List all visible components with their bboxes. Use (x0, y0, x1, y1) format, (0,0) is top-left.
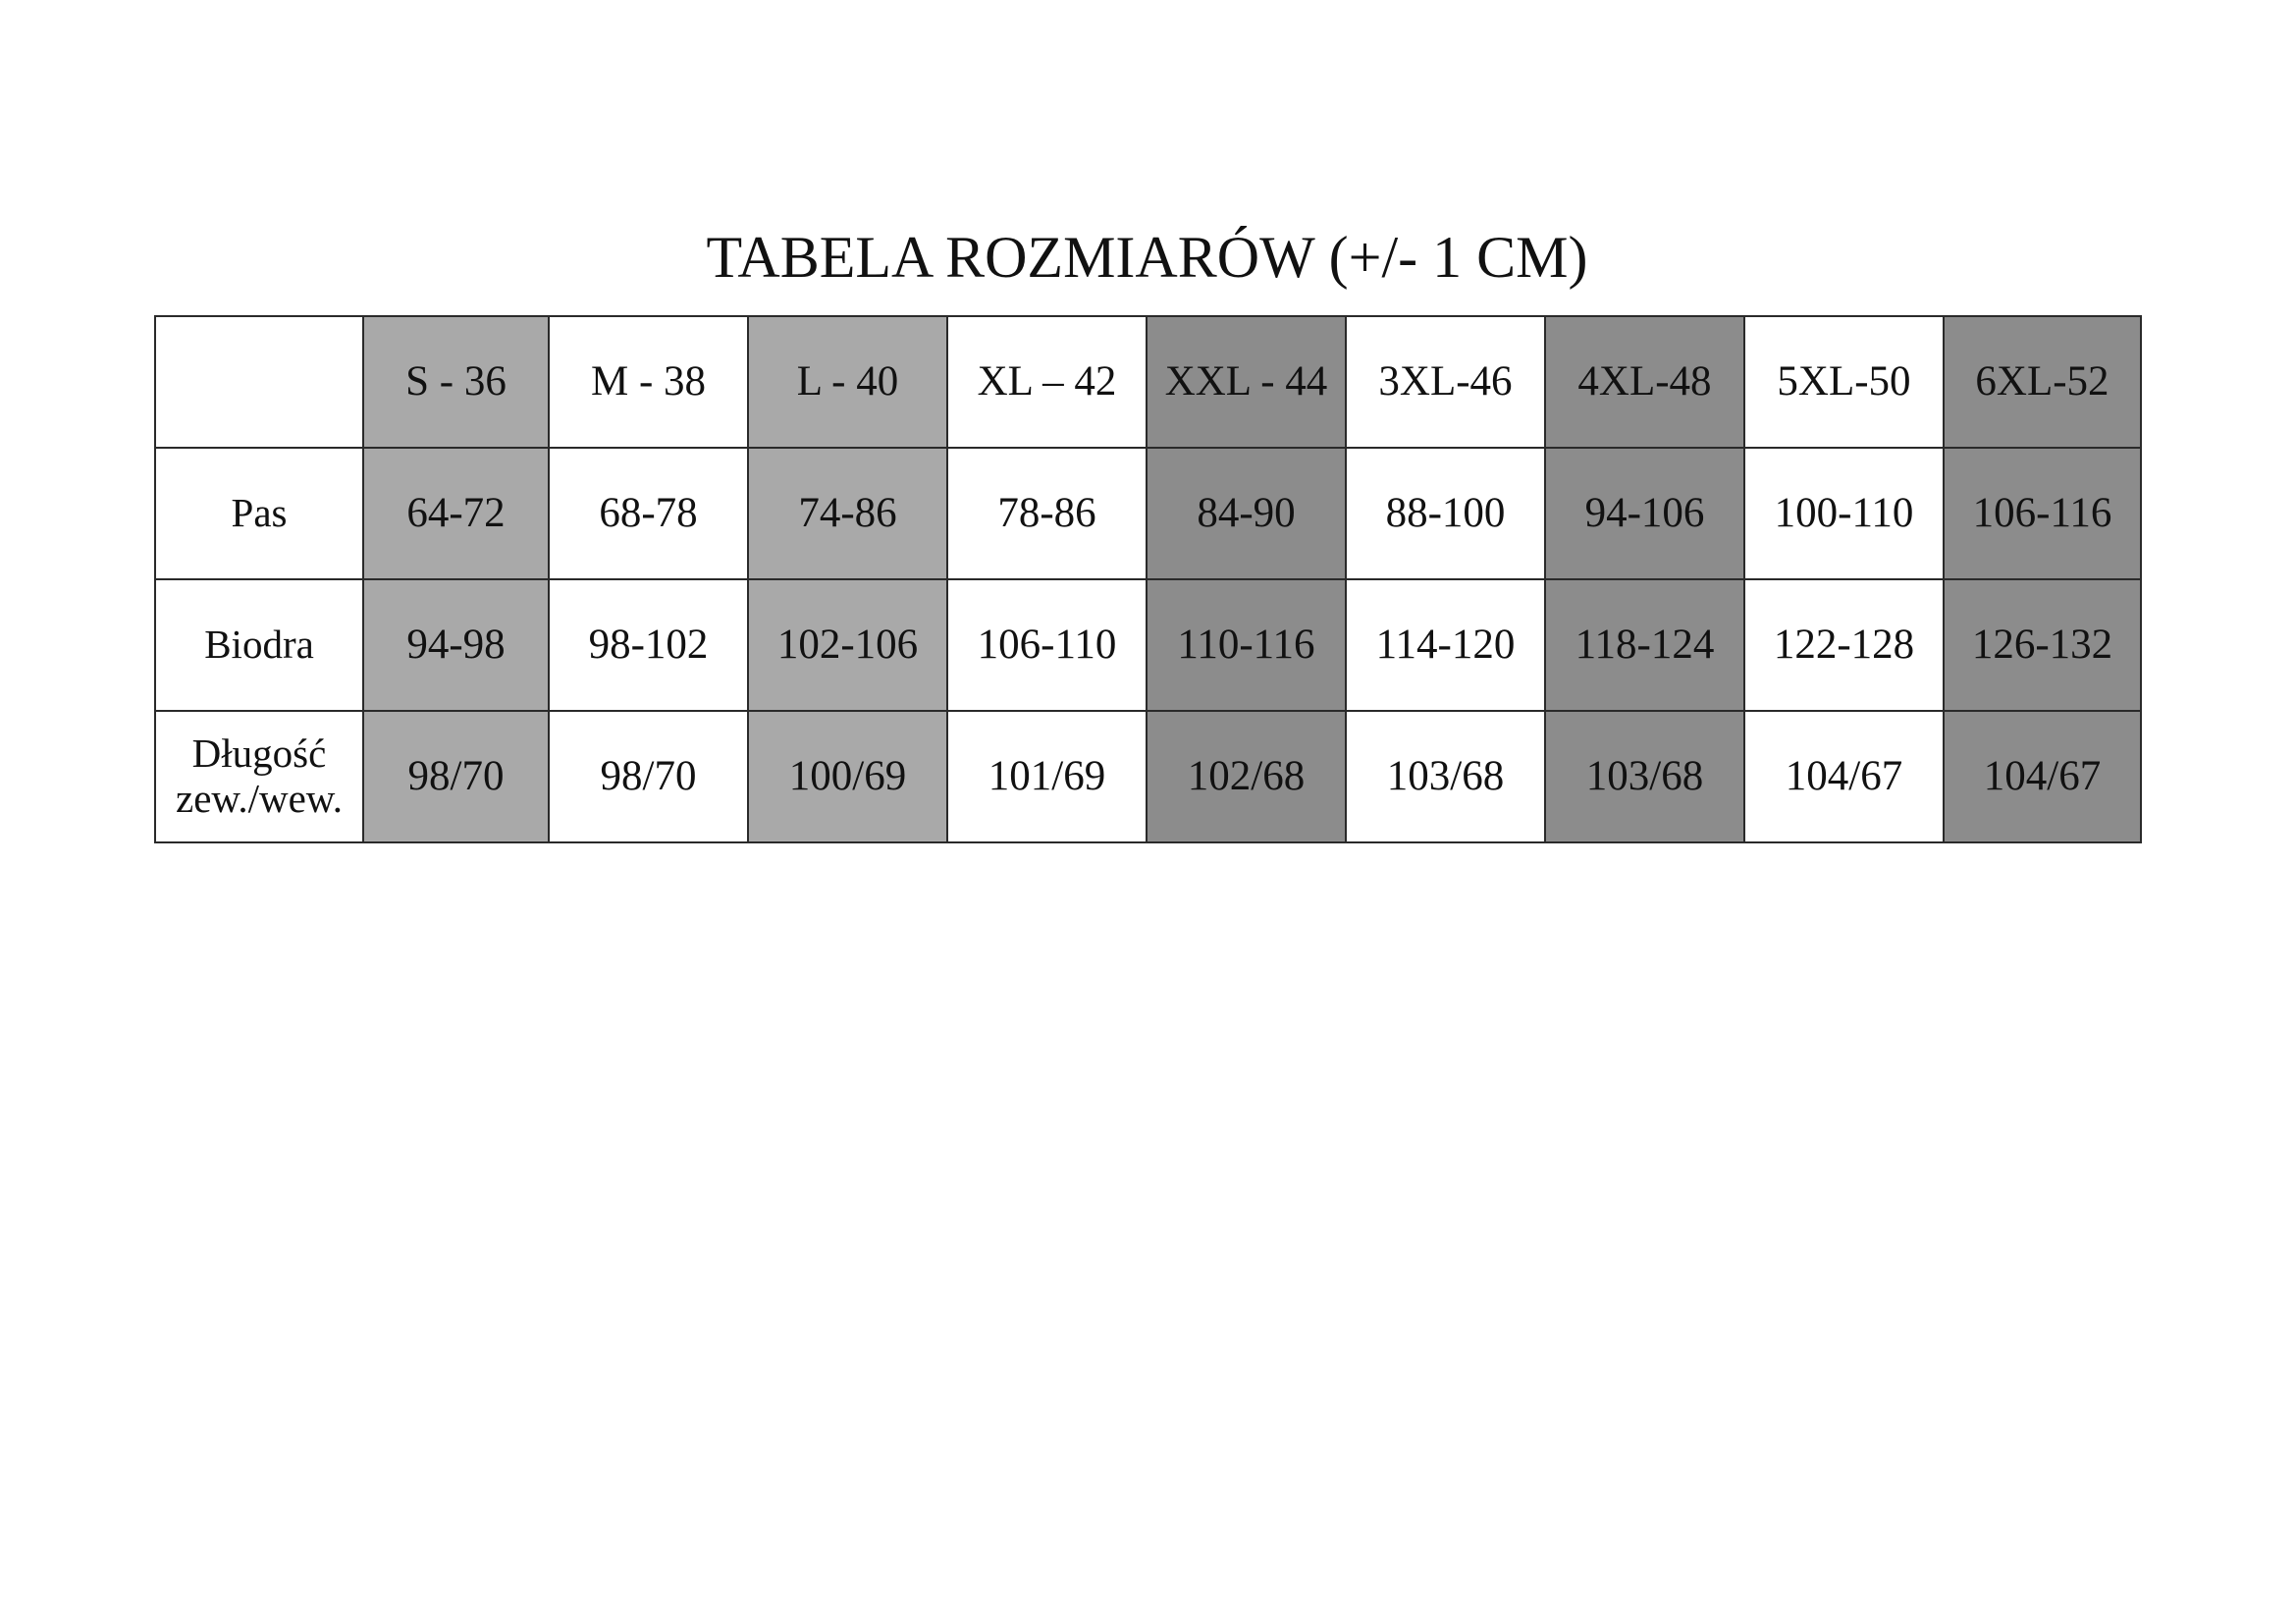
table-cell: 64-72 (363, 448, 549, 579)
table-cell: 68-78 (549, 448, 748, 579)
table-cell: 84-90 (1147, 448, 1346, 579)
size-header-cell: 5XL-50 (1744, 316, 1944, 448)
row-label-line: zew./wew. (176, 776, 343, 821)
corner-cell (155, 316, 363, 448)
size-header-cell: L - 40 (748, 316, 947, 448)
table-cell: 103/68 (1346, 711, 1545, 842)
table-cell: 100/69 (748, 711, 947, 842)
table-row-dlugosc (155, 711, 2141, 842)
table-cell: 94-106 (1545, 448, 1744, 579)
table-cell: 114-120 (1346, 579, 1545, 711)
table-cell: 103/68 (1545, 711, 1744, 842)
table-row-biodra (155, 579, 2141, 711)
size-header-cell: 6XL-52 (1944, 316, 2141, 448)
size-header-cell: 3XL-46 (1346, 316, 1545, 448)
table-cell: 74-86 (748, 448, 947, 579)
row-label-biodra: Biodra (155, 579, 363, 711)
table-cell: 126-132 (1944, 579, 2141, 711)
size-header-cell: 4XL-48 (1545, 316, 1744, 448)
table-cell: 102-106 (748, 579, 947, 711)
table-cell: 122-128 (1744, 579, 1944, 711)
table-cell: 100-110 (1744, 448, 1944, 579)
table-cell: 98/70 (549, 711, 748, 842)
table-cell: 118-124 (1545, 579, 1744, 711)
size-header-cell: XL – 42 (947, 316, 1147, 448)
table-cell: 98-102 (549, 579, 748, 711)
row-label-dlugosc (155, 711, 363, 842)
table-row-pas (155, 448, 2141, 579)
table-cell: 78-86 (947, 448, 1147, 579)
table-cell: 104/67 (1944, 711, 2141, 842)
table-cell: 98/70 (363, 711, 549, 842)
table-cell: 94-98 (363, 579, 549, 711)
table-cell: 104/67 (1744, 711, 1944, 842)
table-cell: 110-116 (1147, 579, 1346, 711)
size-header-cell: S - 36 (363, 316, 549, 448)
size-header-cell: M - 38 (549, 316, 748, 448)
table-cell: 106-116 (1944, 448, 2141, 579)
table-cell: 106-110 (947, 579, 1147, 711)
table-cell: 101/69 (947, 711, 1147, 842)
table-title: TABELA ROZMIARÓW (+/- 1 CM) (706, 225, 1588, 290)
size-header-row (155, 316, 2141, 448)
size-header-cell: XXL - 44 (1147, 316, 1346, 448)
table-cell: 88-100 (1346, 448, 1545, 579)
table-cell: 102/68 (1147, 711, 1346, 842)
row-label-pas: Pas (155, 448, 363, 579)
size-table (154, 315, 2142, 843)
row-label-line: Długość (191, 731, 327, 777)
